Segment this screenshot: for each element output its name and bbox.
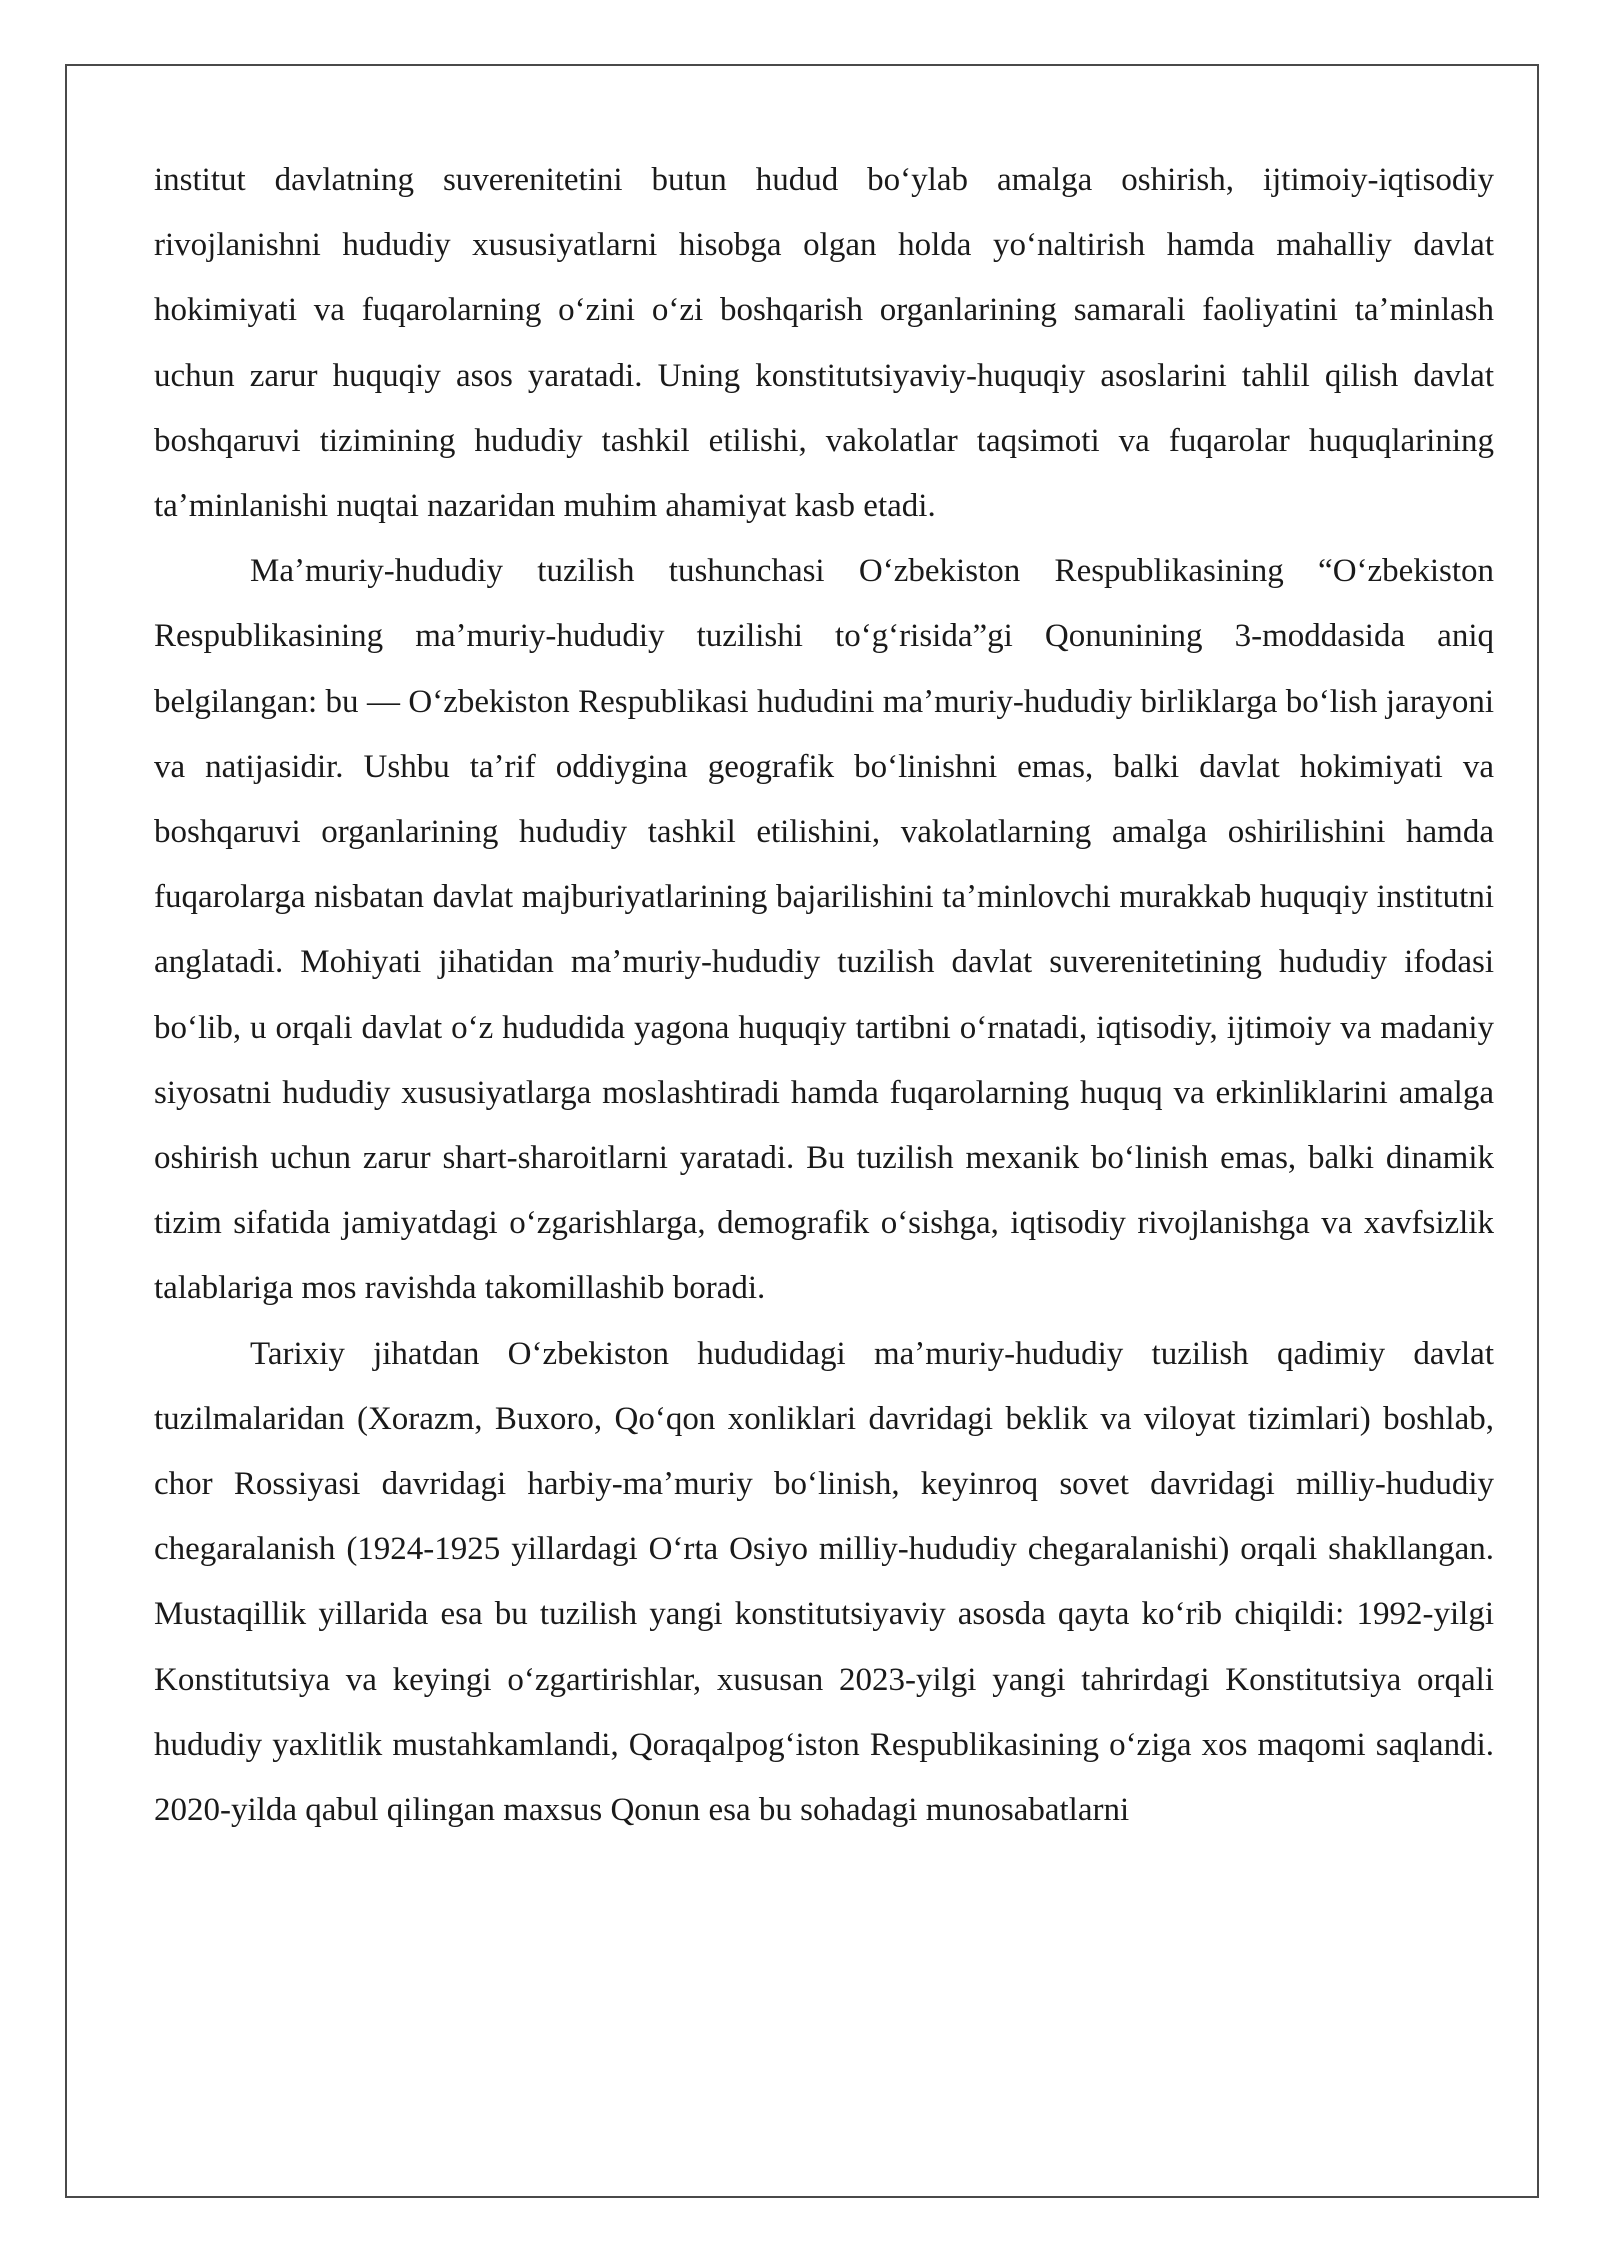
paragraph-2: Maʼmuriy-hududiy tuzilish tushunchasi Oʻzbekiston Respublikasining “Oʻzbekiston Respublikasining maʼmuriy-hududiy tuzilishi toʻgʻrisida”gi Qonunining 3-moddasida aniq belgilangan: bu — Oʻzbekiston Respublikasi hududini maʼmuriy-hududiy birliklarga boʻlish jarayoni va natijasidir. Ushbu taʼrif oddiygina geografik boʻlinishni emas, balki davlat hokimiyati va boshqaruvi organlarining hududiy tashkil etilishini, vakolatlarning amalga oshirilishini hamda fuqarolarga nisbatan davlat majburiyatlarining bajarilishini taʼminlovchi murakkab huquqiy institutni anglatadi. Mohiyati jihatidan maʼmuriy-hududiy tuzilish davlat suverenitetining hududiy ifodasi boʻlib, u orqali davlat oʻz hududida yagona huquqiy tartibni oʻrnatadi, iqtisodiy, ijtimoiy va madaniy siyosatni hududiy xususiyatlarga moslashtiradi hamda fuqarolarning huquq va erkinliklarini amalga oshirish uchun zarur shart-sharoitlarni yaratadi. Bu tuzilish mexanik boʻlinish emas, balki dinamik tizim sifatida jamiyatdagi oʻzgarishlarga, demografik oʻsishga, iqtisodiy rivojlanishga va xavfsizlik talablariga mos ravishda takomillashib boradi. (154, 553, 1494, 1307)
paragraph-3: Tarixiy jihatdan Oʻzbekiston hududidagi maʼmuriy-hududiy tuzilish qadimiy davlat tuzilmalaridan (Xorazm, Buxoro, Qoʻqon xonliklari davridagi beklik va viloyat tizimlari) boshlab, chor Rossiyasi davridagi harbiy-maʼmuriy boʻlinish, keyinroq sovet davridagi milliy-hududiy chegaralanish (1924-1925 yillardagi Oʻrta Osiyo milliy-hududiy chegaralanishi) orqali shakllangan. Mustaqillik yillarida esa bu tuzilish yangi konstitutsiyaviy asosda qayta koʻrib chiqildi: 1992-yilgi Konstitutsiya va keyingi oʻzgartirishlar, xususan 2023-yilgi yangi tahrirdagi Konstitutsiya orqali hududiy yaxlitlik mustahkamlandi, Qoraqalpogʻiston Respublikasining oʻziga xos maqomi saqlandi. 2020-yilda qabul qilingan maxsus Qonun esa bu sohadagi munosabatlarni (154, 1335, 1494, 1829)
document-body (154, 148, 1494, 1843)
paragraph-1: institut davlatning suverenitetini butun hudud boʻylab amalga oshirish, ijtimoiy-iqtisodiy rivojlanishni hududiy xususiyatlarni hisobga olgan holda yoʻnaltirish hamda mahalliy davlat hokimiyati va fuqarolarning oʻzini oʻzi boshqarish organlarining samarali faoliyatini taʼminlash uchun zarur huquqiy asos yaratadi. Uning konstitutsiyaviy-huquqiy asoslarini tahlil qilish davlat boshqaruvi tizimining hududiy tashkil etilishi, vakolatlar taqsimoti va fuqarolar huquqlarining taʼminlanishi nuqtai nazaridan muhim ahamiyat kasb etadi. (154, 162, 1494, 525)
